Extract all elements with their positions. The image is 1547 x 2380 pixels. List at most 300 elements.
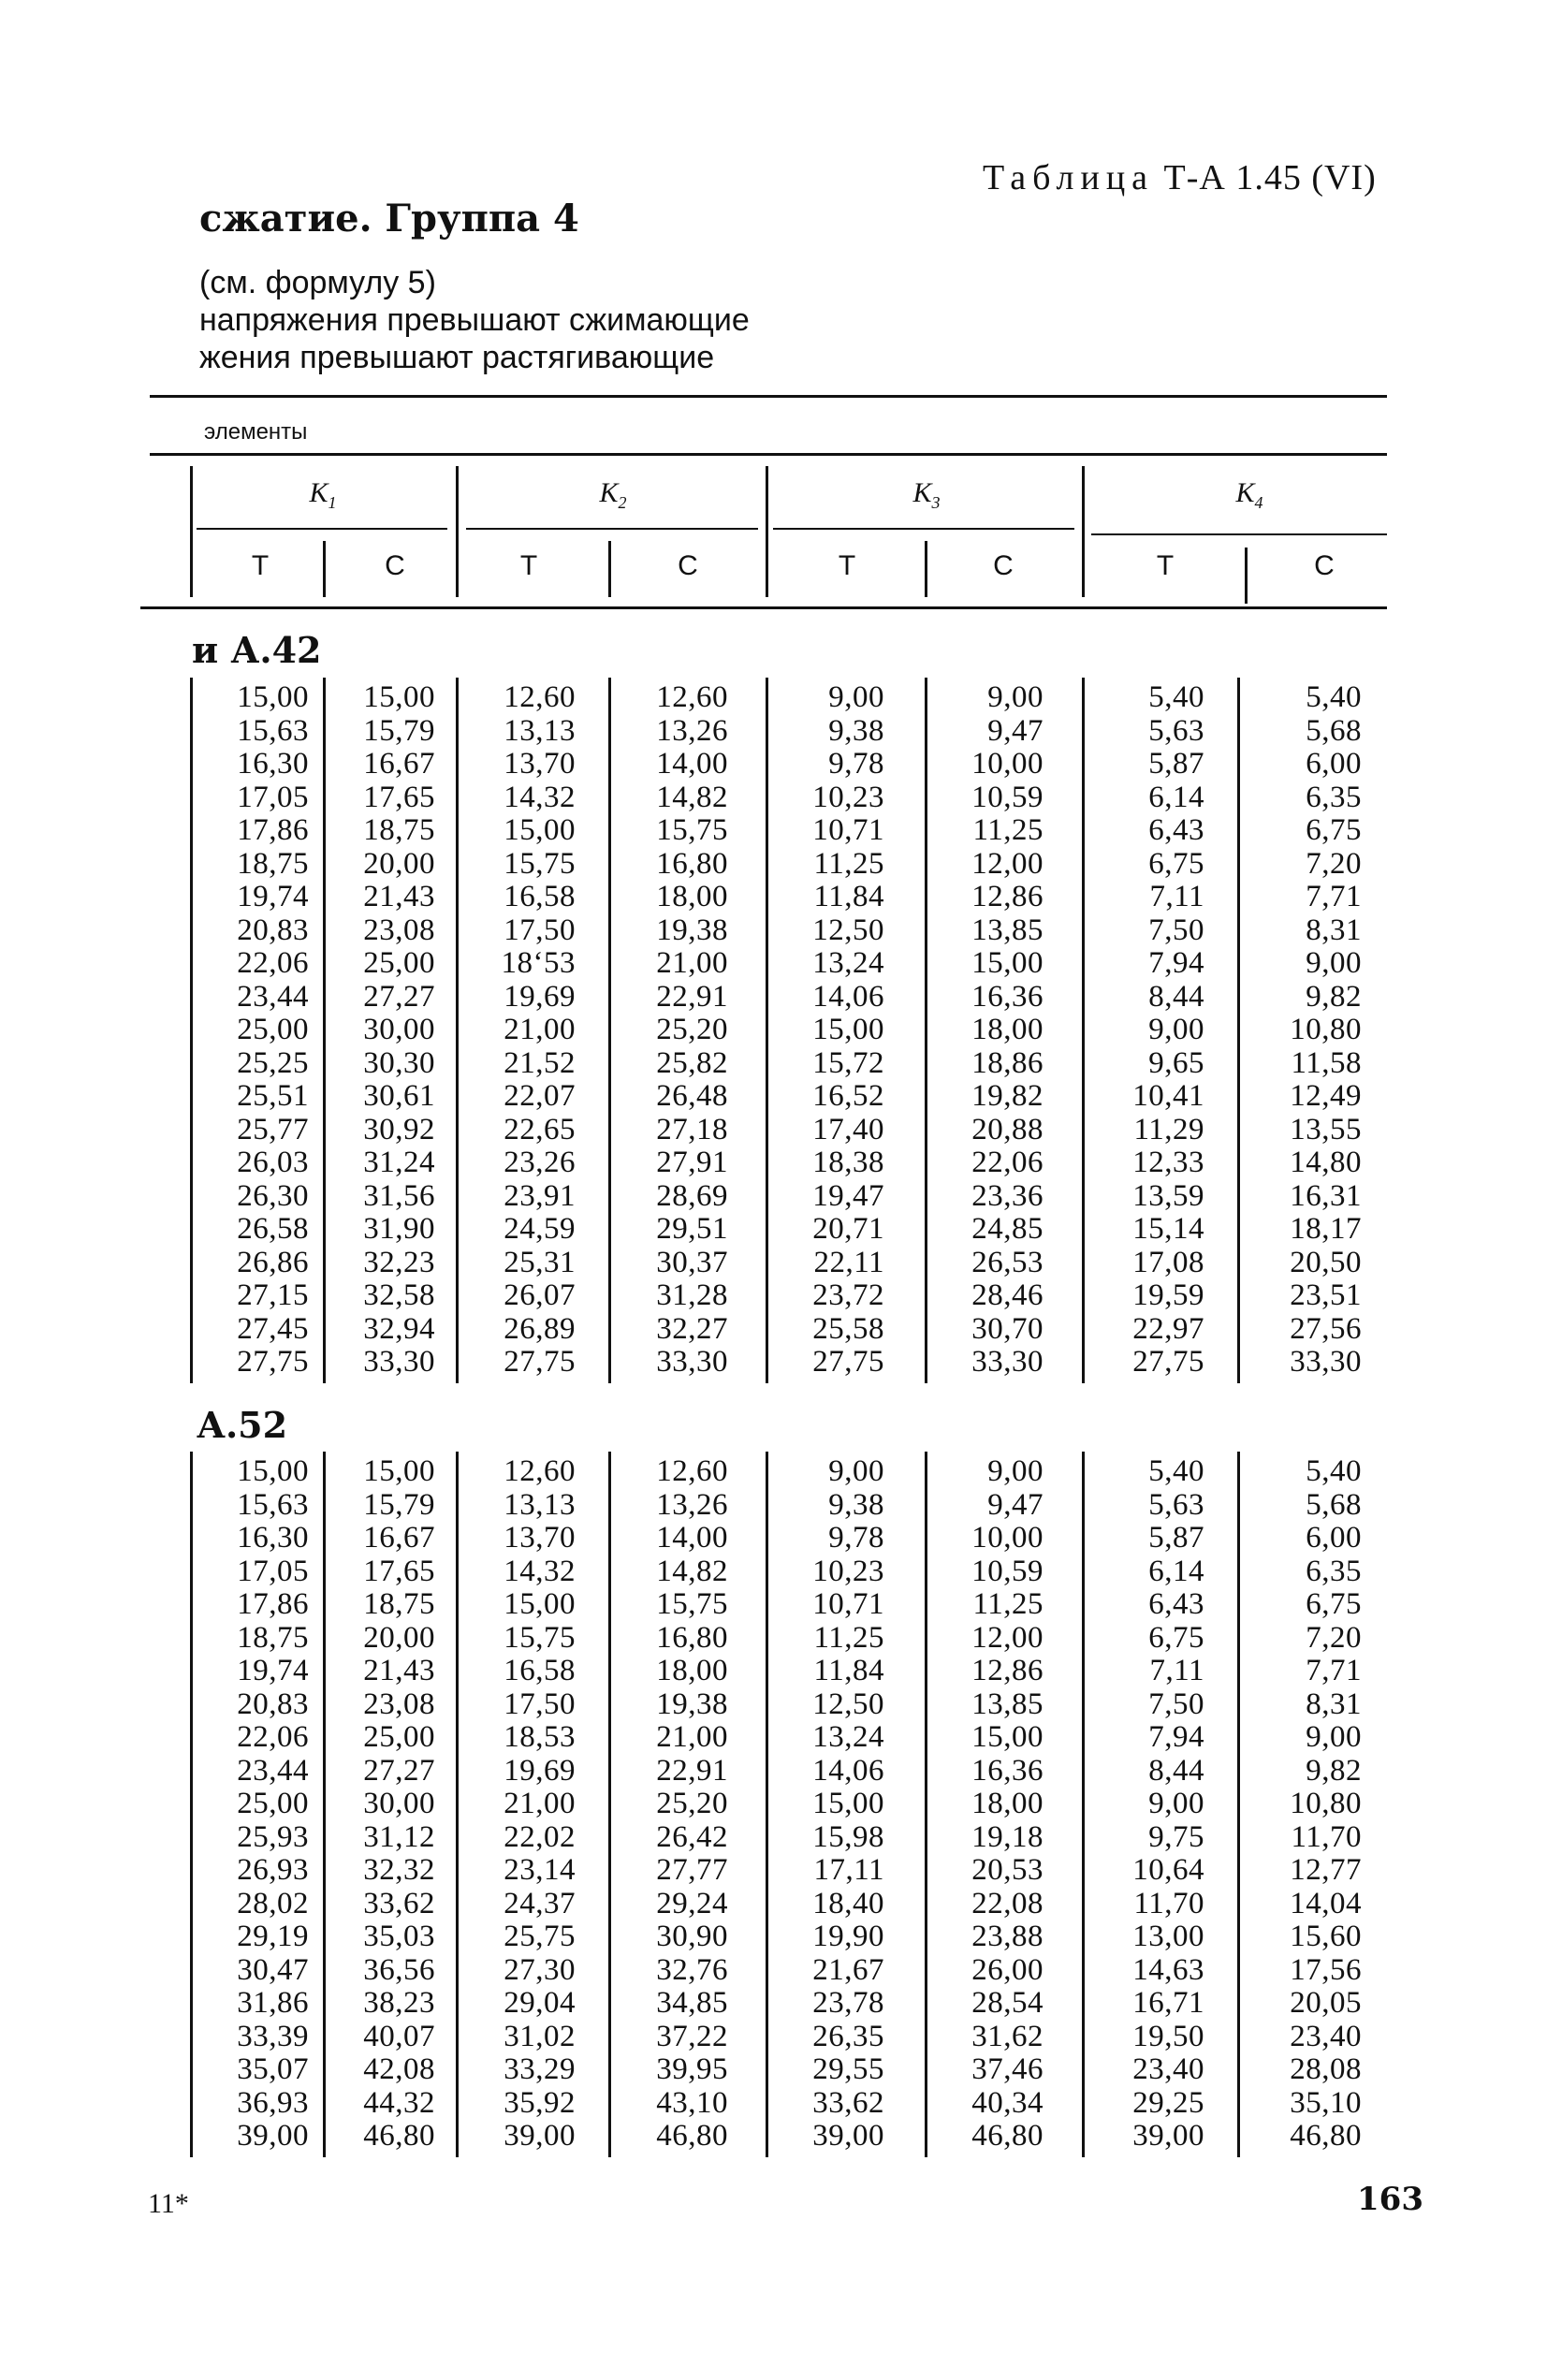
column-divider — [766, 678, 768, 1383]
table-cell: 12,86 — [971, 1654, 1043, 1687]
table-cell: 9,00 — [1148, 1013, 1204, 1046]
table-cell: 21,52 — [504, 1045, 576, 1080]
table-cell: 10,80 — [1290, 1013, 1362, 1046]
table-cell: 19,69 — [504, 979, 576, 1014]
table-cell: 25,00 — [237, 1013, 309, 1046]
table-cell: 19,38 — [656, 913, 728, 947]
table-cell: 16,31 — [1290, 1178, 1362, 1213]
table-cell: 16,58 — [504, 880, 576, 913]
table-cell: 17,05 — [237, 1554, 309, 1588]
table-cell: 17,50 — [504, 913, 576, 947]
table-cell: 12,77 — [1290, 1853, 1362, 1887]
table-cell: 37,46 — [971, 2052, 1043, 2086]
table-cell: 26,03 — [237, 1146, 309, 1179]
table-cell: 9,00 — [828, 1454, 884, 1488]
table-cell: 20,50 — [1290, 1245, 1362, 1279]
table-cell: 18,00 — [971, 1787, 1043, 1820]
formula-note — [199, 264, 750, 376]
table-cell: 39,00 — [812, 2119, 884, 2153]
table-cell: 12,49 — [1290, 1079, 1362, 1113]
table-cell: 27,56 — [1290, 1311, 1362, 1346]
table-cell: 26,86 — [237, 1245, 309, 1279]
table-cell: 40,07 — [363, 2019, 435, 2053]
data-column — [777, 681, 884, 1380]
table-cell: 30,37 — [656, 1245, 728, 1279]
table-cell: 9,38 — [828, 713, 884, 748]
k4-header: $K_4$ — [1235, 477, 1263, 512]
table-cell: 22,06 — [971, 1146, 1043, 1179]
table-cell: 16,80 — [656, 1620, 728, 1655]
table-cell: 13,26 — [656, 1487, 728, 1522]
data-column — [936, 681, 1043, 1380]
table-cell: 16,67 — [363, 1521, 435, 1555]
table-cell: 20,71 — [812, 1212, 884, 1246]
table-cell: 9,00 — [987, 1454, 1043, 1488]
k2-header: $K_2$ — [599, 477, 627, 512]
table-cell: 18,00 — [656, 1654, 728, 1687]
table-cell: 6,75 — [1306, 813, 1362, 847]
table-cell: 11,25 — [972, 1587, 1043, 1621]
table-cell: 9,00 — [828, 680, 884, 714]
table-cell: 16,52 — [812, 1079, 884, 1113]
note-line: напряжения превышают сжимающие — [199, 302, 750, 338]
table-cell: 6,75 — [1148, 846, 1204, 881]
table-cell: 10,23 — [812, 1554, 884, 1588]
table-label-number: Т-А 1.45 (VI) — [1163, 158, 1377, 197]
table-cell: 25,51 — [237, 1079, 309, 1113]
table-cell: 28,46 — [971, 1278, 1043, 1312]
table-cell: 20,83 — [237, 1686, 309, 1721]
table-cell: 25,20 — [656, 1787, 728, 1820]
table-cell: 26,35 — [812, 2019, 884, 2053]
table-cell: 23,40 — [1290, 2019, 1362, 2053]
table-cell: 13,13 — [504, 1487, 576, 1522]
table-cell: 23,08 — [363, 1686, 435, 1721]
table-cell: 26,42 — [656, 1819, 728, 1854]
table-cell: 15,98 — [812, 1819, 884, 1854]
table-cell: 21,00 — [504, 1787, 576, 1820]
table-cell: 7,20 — [1306, 846, 1362, 881]
table-cell: 22,02 — [504, 1819, 576, 1854]
table-label — [983, 157, 1377, 198]
k1-header: $K_1$ — [309, 477, 337, 512]
header-divider — [1082, 466, 1085, 597]
table-cell: 30,90 — [656, 1920, 728, 1953]
table-cell: 11,84 — [813, 880, 884, 913]
table-cell: 11,25 — [972, 813, 1043, 847]
table-cell: 5,68 — [1306, 713, 1362, 748]
table-cell: 29,51 — [656, 1212, 728, 1246]
column-divider — [1237, 1452, 1240, 2157]
table-cell: 7,50 — [1148, 1686, 1204, 1721]
table-cell: 17,65 — [363, 780, 435, 814]
table-cell: 13,85 — [971, 913, 1043, 947]
table-cell: 27,75 — [812, 1345, 884, 1379]
table-cell: 15,00 — [504, 1587, 576, 1621]
table-cell: 18,53 — [504, 1720, 576, 1754]
table-cell: 27,27 — [363, 979, 435, 1014]
table-cell: 22,11 — [813, 1245, 884, 1279]
footnote-mark: 11* — [148, 2188, 189, 2219]
data-column — [328, 1455, 435, 2154]
table-cell: 25,58 — [812, 1311, 884, 1346]
k3-header: $K_3$ — [912, 477, 941, 512]
table-cell: 33,62 — [812, 2085, 884, 2120]
table-cell: 12,60 — [504, 1454, 576, 1488]
table-cell: 19,38 — [656, 1686, 728, 1721]
table-cell: 12,86 — [971, 880, 1043, 913]
table-cell: 25,20 — [656, 1013, 728, 1046]
k2-t-header: Т — [519, 550, 538, 581]
data-column — [1097, 1455, 1204, 2154]
table-cell: 19,59 — [1132, 1278, 1204, 1312]
table-cell: 18,17 — [1290, 1212, 1362, 1246]
table-cell: 6,14 — [1148, 780, 1204, 814]
table-cell: 30,70 — [971, 1311, 1043, 1346]
table-cell: 27,75 — [237, 1345, 309, 1379]
table-cell: 15,00 — [812, 1787, 884, 1820]
k-underline — [197, 528, 447, 530]
table-cell: 22,06 — [237, 946, 309, 980]
table-cell: 13,55 — [1290, 1112, 1362, 1146]
table-cell: 39,00 — [237, 2119, 309, 2153]
column-divider — [323, 678, 326, 1383]
table-cell: 14,82 — [656, 1554, 728, 1588]
table-cell: 15,79 — [363, 1487, 435, 1522]
data-column — [1254, 681, 1362, 1380]
table-cell: 5,40 — [1306, 680, 1362, 714]
table-cell: 33,62 — [363, 1886, 435, 1920]
table-cell: 6,00 — [1306, 1521, 1362, 1555]
table-cell: 7,71 — [1306, 1654, 1362, 1687]
table-cell: 30,61 — [363, 1079, 435, 1113]
table-cell: 18,75 — [363, 1587, 435, 1621]
table-cell: 20,53 — [971, 1853, 1043, 1887]
table-cell: 8,31 — [1306, 913, 1362, 947]
table-cell: 20,05 — [1290, 1986, 1362, 2020]
table-cell: 8,44 — [1148, 979, 1204, 1014]
table-cell: 25,82 — [656, 1045, 728, 1080]
table-cell: 30,47 — [237, 1952, 309, 1987]
table-cell: 46,80 — [656, 2119, 728, 2153]
table-cell: 14,63 — [1132, 1952, 1204, 1987]
table-cell: 7,94 — [1148, 1720, 1204, 1754]
rule-top — [150, 395, 1387, 398]
table-cell: 14,00 — [656, 1521, 728, 1555]
table-cell: 8,31 — [1306, 1686, 1362, 1721]
table-cell: 15,75 — [656, 813, 728, 847]
table-cell: 46,80 — [363, 2119, 435, 2153]
table-cell: 18,86 — [971, 1045, 1043, 1080]
table-cell: 33,30 — [971, 1345, 1043, 1379]
table-cell: 23,78 — [812, 1986, 884, 2020]
table-cell: 33,29 — [504, 2052, 576, 2086]
table-cell: 39,00 — [1132, 2119, 1204, 2153]
table-cell: 23,44 — [237, 979, 309, 1014]
table-cell: 14,80 — [1290, 1146, 1362, 1179]
table-cell: 10,80 — [1290, 1787, 1362, 1820]
table-cell: 32,32 — [363, 1853, 435, 1887]
table-cell: 11,29 — [1133, 1112, 1204, 1146]
table-cell: 25,00 — [237, 1787, 309, 1820]
table-cell: 5,87 — [1148, 1521, 1204, 1555]
table-cell: 10,71 — [812, 1587, 884, 1621]
header-divider — [766, 466, 768, 597]
table-cell: 5,87 — [1148, 747, 1204, 781]
table-cell: 17,05 — [237, 780, 309, 814]
note-line: жения превышают растягивающие — [199, 340, 715, 375]
column-divider — [925, 1452, 927, 2157]
table-cell: 22,07 — [504, 1079, 576, 1113]
table-cell: 15,00 — [237, 680, 309, 714]
table-cell: 13,13 — [504, 713, 576, 748]
table-cell: 42,08 — [363, 2052, 435, 2086]
table-cell: 14,00 — [656, 747, 728, 781]
table-cell: 13,24 — [812, 1720, 884, 1754]
table-cell: 17,56 — [1290, 1952, 1362, 1987]
table-cell: 11,25 — [813, 1620, 884, 1655]
table-cell: 14,32 — [504, 1554, 576, 1588]
column-divider — [190, 678, 193, 1383]
table-cell: 24,85 — [971, 1212, 1043, 1246]
table-cell: 18,38 — [812, 1146, 884, 1179]
table-cell: 14,82 — [656, 780, 728, 814]
table-cell: 12,60 — [656, 1454, 728, 1488]
table-cell: 32,23 — [363, 1245, 435, 1279]
table-cell: 10,59 — [971, 780, 1043, 814]
table-cell: 9,00 — [987, 680, 1043, 714]
k1-t-header: Т — [251, 550, 270, 581]
table-cell: 18‘53 — [501, 946, 576, 980]
table-cell: 14,04 — [1290, 1886, 1362, 1920]
table-cell: 22,91 — [656, 1753, 728, 1788]
table-cell: 32,76 — [656, 1952, 728, 1987]
table-cell: 15,79 — [363, 713, 435, 748]
table-cell: 33,30 — [363, 1345, 435, 1379]
table-cell: 39,00 — [504, 2119, 576, 2153]
table-cell: 18,75 — [237, 1620, 309, 1655]
table-cell: 18,00 — [656, 880, 728, 913]
table-cell: 27,77 — [656, 1853, 728, 1887]
k2-c-header: С — [678, 550, 698, 581]
table-cell: 6,35 — [1306, 780, 1362, 814]
table-cell: 15,75 — [656, 1587, 728, 1621]
data-column — [201, 681, 309, 1380]
data-column — [1254, 1455, 1362, 2154]
table-cell: 22,91 — [656, 979, 728, 1014]
table-cell: 26,89 — [504, 1311, 576, 1346]
table-cell: 17,50 — [504, 1686, 576, 1721]
table-cell: 19,47 — [812, 1178, 884, 1213]
table-cell: 10,00 — [971, 1521, 1043, 1555]
table-cell: 7,71 — [1306, 880, 1362, 913]
table-cell: 23,51 — [1290, 1278, 1362, 1312]
table-cell: 22,65 — [504, 1112, 576, 1146]
table-cell: 9,82 — [1306, 1753, 1362, 1788]
table-cell: 38,23 — [363, 1986, 435, 2020]
table-cell: 9,65 — [1148, 1045, 1204, 1080]
table-cell: 33,30 — [656, 1345, 728, 1379]
table-cell: 25,75 — [504, 1920, 576, 1953]
table-cell: 20,00 — [363, 1620, 435, 1655]
table-cell: 27,18 — [656, 1112, 728, 1146]
table-cell: 15,00 — [363, 1454, 435, 1488]
rule-header — [150, 453, 1387, 456]
data-column — [620, 681, 728, 1380]
table-cell: 13,70 — [504, 1521, 576, 1555]
table-cell: 6,35 — [1306, 1554, 1362, 1588]
k1-c-header: С — [385, 550, 405, 581]
table-cell: 6,00 — [1306, 747, 1362, 781]
table-cell: 32,94 — [363, 1311, 435, 1346]
table-cell: 19,74 — [237, 880, 309, 913]
table-cell: 46,80 — [971, 2119, 1043, 2153]
table-cell: 26,07 — [504, 1278, 576, 1312]
tc-divider — [608, 541, 611, 597]
table-cell: 23,08 — [363, 913, 435, 947]
section-title: и А.42 — [192, 629, 322, 671]
table-cell: 32,27 — [656, 1311, 728, 1346]
table-cell: 7,94 — [1148, 946, 1204, 980]
table-cell: 27,75 — [504, 1345, 576, 1379]
table-cell: 9,78 — [828, 1521, 884, 1555]
column-divider — [766, 1452, 768, 2157]
table-cell: 39,95 — [656, 2052, 728, 2086]
table-cell: 25,00 — [363, 1720, 435, 1754]
table-cell: 34,85 — [656, 1986, 728, 2020]
column-divider — [1237, 678, 1240, 1383]
rule-header-bottom — [140, 606, 1387, 609]
table-cell: 31,86 — [237, 1986, 309, 2020]
tc-divider — [925, 541, 927, 597]
table-cell: 22,97 — [1132, 1311, 1204, 1346]
table-cell: 10,71 — [812, 813, 884, 847]
table-cell: 25,31 — [504, 1245, 576, 1279]
table-label-word: Таблица — [983, 158, 1155, 197]
table-cell: 9,78 — [828, 747, 884, 781]
table-cell: 20,83 — [237, 913, 309, 947]
table-cell: 15,75 — [504, 1620, 576, 1655]
table-cell: 31,28 — [656, 1278, 728, 1312]
table-cell: 11,70 — [1291, 1819, 1362, 1854]
table-cell: 26,93 — [237, 1853, 309, 1887]
data-column — [1097, 681, 1204, 1380]
data-column — [777, 1455, 884, 2154]
table-cell: 16,30 — [237, 1521, 309, 1555]
table-cell: 15,00 — [971, 1720, 1043, 1754]
table-cell: 26,48 — [656, 1079, 728, 1113]
table-cell: 31,90 — [363, 1212, 435, 1246]
table-cell: 21,00 — [656, 1720, 728, 1754]
table-cell: 19,82 — [971, 1079, 1043, 1113]
table-cell: 6,43 — [1148, 1587, 1204, 1621]
table-cell: 24,59 — [504, 1212, 576, 1246]
data-column — [936, 1455, 1043, 2154]
table-cell: 9,47 — [987, 713, 1043, 748]
table-cell: 9,38 — [828, 1487, 884, 1522]
table-cell: 14,06 — [812, 1753, 884, 1788]
table-cell: 13,26 — [656, 713, 728, 748]
table-cell: 26,30 — [237, 1178, 309, 1213]
k-underline — [466, 528, 758, 530]
table-cell: 23,91 — [504, 1178, 576, 1213]
table-cell: 37,22 — [656, 2019, 728, 2053]
table-cell: 16,80 — [656, 846, 728, 881]
table-cell: 21,00 — [656, 946, 728, 980]
data-column — [620, 1455, 728, 2154]
table-cell: 31,02 — [504, 2019, 576, 2053]
table-cell: 23,88 — [971, 1920, 1043, 1953]
table-cell: 35,03 — [363, 1920, 435, 1953]
table-cell: 15,75 — [504, 846, 576, 881]
table-cell: 27,30 — [504, 1952, 576, 1987]
table-cell: 14,06 — [812, 979, 884, 1014]
table-cell: 15,00 — [504, 813, 576, 847]
table-cell: 30,30 — [363, 1045, 435, 1080]
table-cell: 35,07 — [237, 2052, 309, 2086]
table-cell: 19,69 — [504, 1753, 576, 1788]
table-cell: 30,92 — [363, 1112, 435, 1146]
table-cell: 21,43 — [363, 880, 435, 913]
column-divider — [456, 678, 459, 1383]
table-cell: 6,14 — [1148, 1554, 1204, 1588]
table-cell: 28,02 — [237, 1886, 309, 1920]
data-column — [468, 681, 576, 1380]
table-cell: 27,27 — [363, 1753, 435, 1788]
table-cell: 15,00 — [363, 680, 435, 714]
header-divider — [190, 466, 193, 597]
data-column — [468, 1455, 576, 2154]
table-cell: 33,39 — [237, 2019, 309, 2053]
table-cell: 11,70 — [1133, 1886, 1204, 1920]
table-cell: 15,00 — [237, 1454, 309, 1488]
table-cell: 16,67 — [363, 747, 435, 781]
table-cell: 7,11 — [1149, 880, 1204, 913]
table-cell: 31,12 — [363, 1819, 435, 1854]
table-cell: 29,25 — [1132, 2085, 1204, 2120]
table-cell: 17,86 — [237, 1587, 309, 1621]
table-cell: 27,75 — [1132, 1345, 1204, 1379]
table-cell: 21,00 — [504, 1013, 576, 1046]
table-cell: 16,36 — [971, 979, 1043, 1014]
table-cell: 13,59 — [1132, 1178, 1204, 1213]
k-underline — [1091, 533, 1387, 535]
page-number: 163 — [1357, 2181, 1423, 2218]
table-cell: 12,60 — [504, 680, 576, 714]
table-cell: 24,37 — [504, 1886, 576, 1920]
column-divider — [608, 678, 611, 1383]
table-cell: 44,32 — [363, 2085, 435, 2120]
k3-c-header: С — [993, 550, 1014, 581]
tc-divider — [323, 541, 326, 597]
table-cell: 14,32 — [504, 780, 576, 814]
table-cell: 28,69 — [656, 1178, 728, 1213]
k3-t-header: Т — [838, 550, 856, 581]
table-cell: 18,75 — [363, 813, 435, 847]
table-cell: 33,30 — [1290, 1345, 1362, 1379]
table-cell: 5,40 — [1306, 1454, 1362, 1488]
column-divider — [190, 1452, 193, 2157]
table-cell: 26,53 — [971, 1245, 1043, 1279]
table-cell: 29,55 — [812, 2052, 884, 2086]
table-cell: 5,40 — [1148, 1454, 1204, 1488]
page-heading: сжатие. Группа 4 — [199, 197, 579, 241]
table-cell: 25,93 — [237, 1819, 309, 1854]
table-cell: 12,50 — [812, 913, 884, 947]
table-cell: 25,25 — [237, 1045, 309, 1080]
table-cell: 9,82 — [1306, 979, 1362, 1014]
table-cell: 19,90 — [812, 1920, 884, 1953]
